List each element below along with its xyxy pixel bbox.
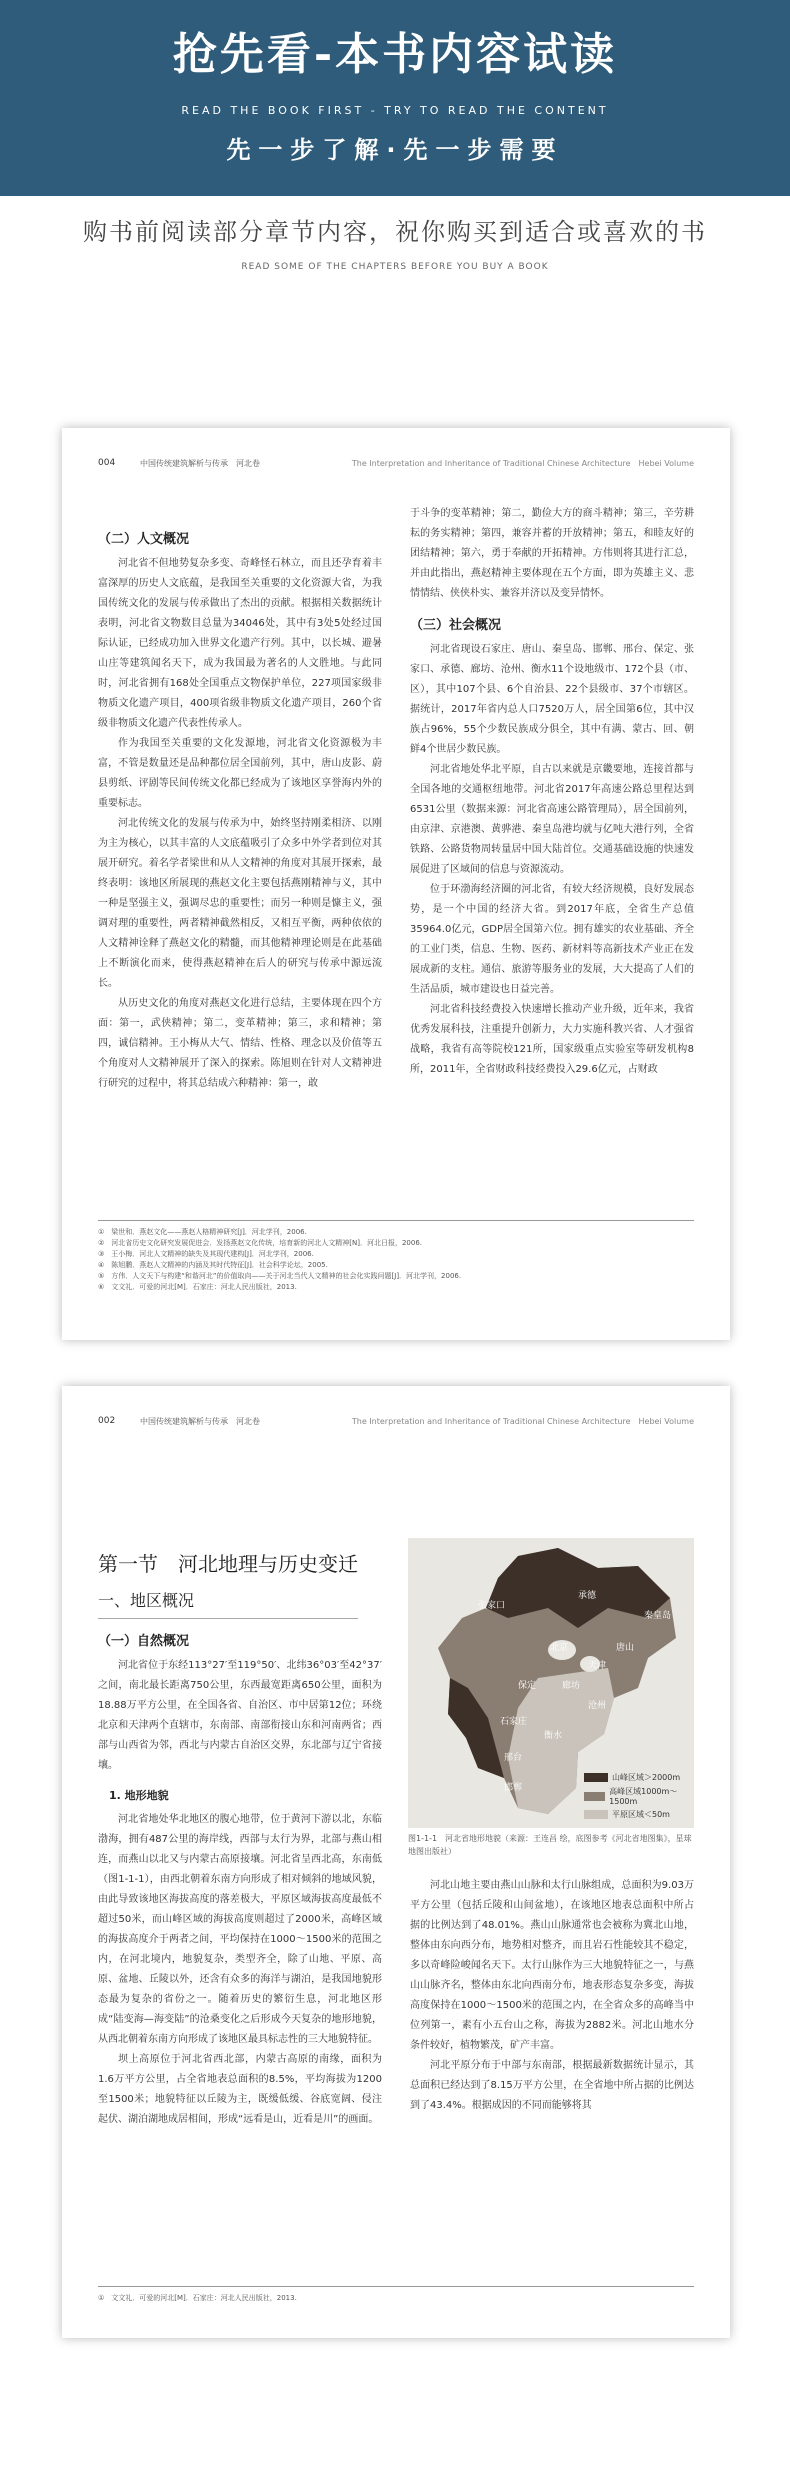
map-city-label: 邢台 <box>504 1753 523 1763</box>
paragraph: 河北省地处华北平原，自古以来就是京畿要地，连接首都与全国各地的交通枢纽地带。河北省2017年高速公路总里程达到6531公里（数据来源：河北省高速公路管理局），居全国前列，由京津、京港澳、黄骅港、秦皇岛港均就与亿吨大港行列，全省铁路、公路货物周转量居中国大陆首位。交通基础设施的快速发展促进了区域间的信息与资源流动。 <box>410 764 694 875</box>
paragraph: 河北省地处华北地区的腹心地带，位于黄河下游以北，东临渤海，拥有487公里的海岸线，西部与太行为界，北部与燕山相连，而燕山以北又与内蒙古高原接壤。河北省呈西北高，东南低（图1-1-1），由西北朝着东南方向形成了相对倾斜的地域风貌，由此导致该地区海拔高度的落差极大，平原区域海拔高度最低不超过50米，而山峰区域的海拔高度则超过了2000米，高峰区域的海拔高度介于两者之间，平均保持在1000～1500米的范围之内，在河北境内，地貌复杂，类型齐全，除了山地、平原、高原、盆地、丘陵以外，还含有众多的海洋与湖泊，是我国地貌形态最为复杂的省份之一。随着历史的繁衍生息，河北地区形成“陆变海—海变陆”的沧桑变化之后形成今天复杂的地形地貌，从西北朝着东南方向形成了该地区最具标志性的三大地貌特征。 <box>98 1814 382 2045</box>
footnote: ③ 王小梅．河北人文精神的缺失及其现代建构[J]．河北学刊，2006. <box>98 1250 314 1258</box>
footnote: ① 梁世和．燕赵文化——燕赵人格精神研究[J]．河北学刊，2006. <box>98 1228 307 1236</box>
paragraph: 位于环渤海经济圈的河北省，有较大经济规模，良好发展态势，是一个中国的经济大省。到2017年底，全省生产总值35964.0亿元，GDP居全国第六位。拥有雄实的农业基础、齐全的工业门类，信息、生物、医药、新材料等高新技术产业正在发展成新的支柱。通信、旅游等服务业的发展，大大提高了人们的生活品质，城市建设也日益完善。 <box>410 884 694 995</box>
paragraph: 河北省位于东经113°27′至119°50′、北纬36°03′至42°37′之间，南北最长距离750公里，东西最宽距离650公里，面积为18.88万平方公里，在全国各省、自治区、市中居第12位；环绕北京和天津两个直辖市，东南部、南部衔接山东和河南两省；西部与山西省为邻，西北与内蒙古自治区交界，东北部与辽宁省接壤。 <box>98 1660 382 1771</box>
book-title: 中国传统建筑解析与传承 河北卷 <box>140 1417 260 1426</box>
banner-subtitle-en: READ THE BOOK FIRST - TRY TO READ THE CONTENT <box>181 104 609 117</box>
paragraph: 坝上高原位于河北省西北部，内蒙古高原的南缘，面积为1.6万平方公里，占全省地表总面积的8.5%，平均海拔为1200至1500米；地貌特征以丘陵为主，既缓低缓、谷底宽阔、侵注起伏、湖泊湖地成居相间，形成“远看是山，近看是川”的画面。 <box>98 2054 382 2125</box>
map-city-label: 廊坊 <box>562 1681 581 1691</box>
section-title: 第一节 河北地理与历史变迁 <box>98 1552 358 1576</box>
map-city-label: 沧州 <box>588 1701 607 1711</box>
banner-title: 抢先看-本书内容试读 <box>172 29 618 80</box>
legend-item: 山峰区域＞2000m <box>584 1772 694 1783</box>
legend-item: 平原区域＜50m <box>584 1809 694 1820</box>
map-city-label: 邯郸 <box>504 1783 523 1793</box>
intro-text-en: READ SOME OF THE CHAPTERS BEFORE YOU BUY A BOOK <box>241 262 549 272</box>
paragraph: 河北省不但地势复杂多变、奇峰怪石林立，而且还孕育着丰富深厚的历史人文底蕴，是我国至关重要的文化资源大省，为我国传统文化的发展与传承做出了杰出的贡献。根据相关数据统计表明，河北省文物数目总量为34046处，其中有3处5处经过国际认证，已经成功加入世界文化遗产行列。其中，以长城、避暑山庄等建筑闻名天下，成为我国最为著名的人文胜地。与此同时，河北省拥有168处全国重点文物保护单位，227项国家级非物质文化遗产项目，400项省级非物质文化遗产项目，260个省级非物质文化遗产代表性传承人。 <box>98 558 382 729</box>
paragraph: 从历史文化的角度对燕赵文化进行总结，主要体现在四个方面：第一，武侠精神；第二，变革精神；第三，求和精神；第四，诚信精神。王小梅从大气、情结、性格、理念以及价值等五个角度对人文精神展开了深入的探索。陈旭则在针对人文精神进行研究的过程中，将其总结成六种精神：第一，敢 <box>98 998 382 1089</box>
book-page-004 <box>62 428 730 1340</box>
paragraph: 河北传统文化的发展与传承为中，始终坚持刚柔相济、以刚为主为核心，以其丰富的人文底蕴吸引了众多中外学者到位对其展开研究。着名学者梁世和从人文精神的角度对其展开探索，最终表明：该地区所展现的燕赵文化主要包括燕刚精神与义，其中一种是坚强主义，强调尽忠的重要性；而另一种则是慷主义，强调对理的重要性，两者精神截然相反，又相互平衡，两种依依的人文精神诠释了燕赵文化的精髓，而其他精神理论则是在此基础上不断演化而来，使得燕赵精神在后人的研究与传承中源远流长。 <box>98 818 382 989</box>
book-title: 中国传统建筑解析与传承 河北卷 <box>140 459 260 468</box>
map-city-label: 保定 <box>518 1681 537 1691</box>
footnotes <box>98 2286 694 2304</box>
terrain-map-figure <box>408 1538 694 1828</box>
paragraph: 河北山地主要由燕山山脉和太行山脉组成，总面积为9.03万平方公里（包括丘陵和山间盆地），在该地区地表总面积中所占据的比例达到了48.01%。燕山山脉通常也会被称为冀北山地，整体由东向西分布，地势相对整齐，而且岩石性能较其不稳定，多以奇峰险峻闻名天下。太行山脉作为三大地貌特征之一，与燕山山脉齐名，整体由东北向西南分布，地表形态复杂多变，海拔高度保持在1000～1500米的范围之内，在全省众多的高峰当中位列第一，素有小五台山之称，海拔为2882米。河北山地水分条件较好，植物繁茂，矿产丰富。 <box>410 1880 694 2051</box>
footnote: ④ 陈旭鹏．燕赵人文精神的内涵及其时代特征[J]．社会科学论坛，2005. <box>98 1261 328 1269</box>
map-city-label: 北京 <box>550 1643 569 1653</box>
sub-heading: 1. 地形地貌 <box>109 1789 169 1802</box>
footnote: ① 文文礼．可爱的河北[M]．石家庄：河北人民出版社，2013. <box>98 2294 297 2302</box>
paragraph: 河北平原分布于中部与东南部，根据最新数据统计显示，其总面积已经达到了8.15万平方公里，在全省地中所占据的比例达到了43.4%。根据成因的不同而能够将其 <box>410 2060 694 2111</box>
divider <box>98 1618 358 1619</box>
book-title-en: The Interpretation and Inheritance of Traditional Chinese Architecture Hebei Volume <box>351 459 694 468</box>
map-city-label: 石家庄 <box>500 1717 528 1727</box>
section-heading: （二）人文概况 <box>98 532 190 547</box>
banner-slogan: 先一步了解·先一步需要 <box>226 136 564 164</box>
footnote: ⑤ 方伟．人文天下与构建“和谐河北”的价值取向——关于河北当代人文精神的社会化实践问题[J]．河北学刊，2006. <box>98 1272 462 1280</box>
paragraph: 作为我国至关重要的文化发源地，河北省文化资源极为丰富，不管是数量还是品种都位居全国前列，其中，唐山皮影、蔚县剪纸、评剧等民间传统文化都已经成为了该地区享誉海内外的重要标志。 <box>98 738 382 809</box>
left-column <box>98 1630 382 2130</box>
map-city-label: 张家口 <box>478 1601 506 1611</box>
footnote: ⑥ 文文礼．可爱的河北[M]．石家庄：河北人民出版社，2013. <box>98 1283 297 1291</box>
right-column <box>410 1876 694 2116</box>
intro-text: 购书前阅读部分章节内容，祝你购买到适合或喜欢的书 <box>83 218 707 246</box>
paragraph: 河北省现设石家庄、唐山、秦皇岛、邯郸、邢台、保定、张家口、承德、廊坊、沧州、衡水11个设地级市、172个县（市、区），其中107个县、6个自治县、22个县级市、37个市辖区。据统计，2017年省内总人口7520万人，居全国第6位，其中汉族占96%，55个少数民族成分俱全，其中有满、蒙古、回、朝鲜4个世居少数民族。 <box>410 644 694 755</box>
subsection-title: 一、地区概况 <box>98 1591 195 1610</box>
legend-item: 高峰区域1000m～1500m <box>584 1786 694 1806</box>
figure-caption: 图1-1-1 河北省地形地貌（来源：王连昌 绘，底图参考《河北省地图集》，星球地图出版社） <box>408 1834 692 1856</box>
map-city-label: 承德 <box>578 1591 597 1601</box>
header-banner <box>0 0 790 196</box>
map-city-label: 唐山 <box>616 1643 635 1653</box>
page-header <box>98 1416 694 1430</box>
section-heading: （一）自然概况 <box>98 1634 190 1649</box>
map-city-label: 天津 <box>588 1661 607 1671</box>
book-page-002 <box>62 1386 730 2338</box>
left-column <box>98 528 382 1094</box>
paragraph: 河北省科技经费投入快速增长推动产业升级，近年来，我省优秀发展科技，注重提升创新力，大力实施科教兴省、人才强省战略，我省有高等院校121所，国家级重点实验室等研发机构8所，2011年，全省财政科技经费投入29.6亿元，占财政 <box>410 1004 694 1075</box>
right-column <box>410 504 694 1080</box>
book-title-en: The Interpretation and Inheritance of Traditional Chinese Architecture Hebei Volume <box>351 1417 694 1426</box>
page-header <box>98 458 694 472</box>
paragraph: 于斗争的变革精神；第二，勤俭大方的商斗精神；第三，辛劳耕耘的务实精神；第四，兼容并蓄的开放精神；第五，和睦友好的团结精神；第六，勇于奉献的开拓精神。方伟则将其进行汇总，并由此指出，燕赵精神主要体现在五个方面，即为英雄主义、悲情情结、侠侠朴实、兼容并济以及变异情怀。 <box>410 508 694 599</box>
page-number: 004 <box>98 458 116 468</box>
page-number: 002 <box>98 1416 116 1426</box>
map-legend <box>584 1772 694 1823</box>
map-city-label: 衡水 <box>544 1731 563 1741</box>
section-heading: （三）社会概况 <box>410 618 502 633</box>
footnotes <box>98 1220 694 1293</box>
footnote: ② 河北省历史文化研究发展促进会．发扬燕赵文化传统，培育新的河北人文精神[N]．河北日报，2006. <box>98 1239 423 1247</box>
map-city-label: 秦皇岛 <box>644 1611 672 1621</box>
